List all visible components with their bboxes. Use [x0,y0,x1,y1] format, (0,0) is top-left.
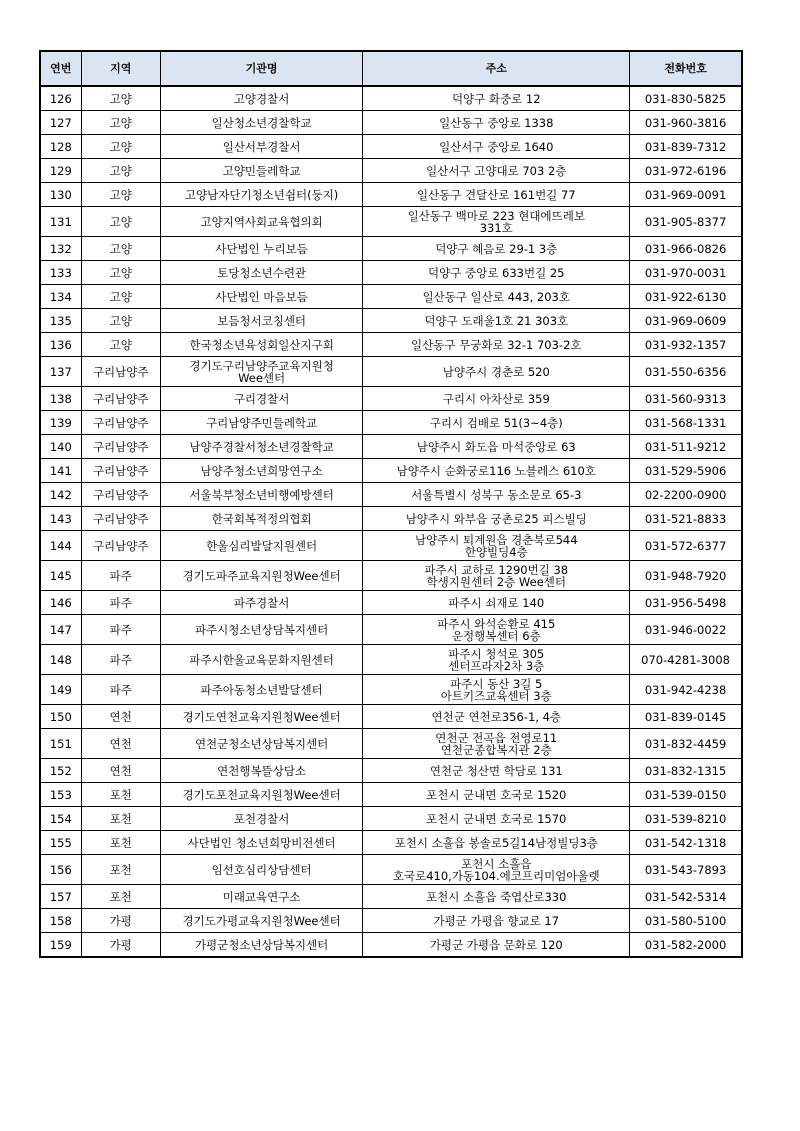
cell-address [363,183,630,207]
cell-region: 구리남양주 [81,411,160,435]
cell-org-line: 보듬청서코칭센터 [217,313,307,328]
institution-table [39,50,743,958]
cell-no: 127 [40,111,81,135]
cell-no: 156 [40,855,81,885]
cell-address-line: 일산동구 무궁화로 32-1 703-2호 [411,337,582,352]
cell-org [160,531,363,561]
cell-phone: 031-839-7312 [630,135,742,159]
cell-address [363,411,630,435]
cell-org-line: 사단법인 마음보듬 [215,289,308,304]
cell-org-line: 파주시한울교육문화지원센터 [189,652,334,667]
cell-org-line: 구리경찰서 [233,391,290,406]
cell-no: 135 [40,309,81,333]
cell-org-line: 경기도구리남양주교육지원청 [189,358,334,373]
header-address: 주소 [363,51,630,86]
cell-address-line: 운정행복센터 6층 [451,628,541,643]
table-row [40,309,742,333]
cell-phone: 031-582-2000 [630,933,742,958]
cell-address [363,561,630,591]
cell-no: 144 [40,531,81,561]
cell-address [363,933,630,958]
cell-address [363,615,630,645]
cell-org-line: 사단법인 누리보듬 [215,241,308,256]
table-row [40,183,742,207]
cell-address-line: 포천시 군내면 호국로 1520 [426,787,567,802]
cell-address-line: 연천군종합복지관 2층 [440,742,552,757]
cell-region: 파주 [81,591,160,615]
cell-org [160,591,363,615]
cell-address [363,135,630,159]
cell-org [160,261,363,285]
cell-no: 147 [40,615,81,645]
cell-org [160,309,363,333]
cell-no: 148 [40,645,81,675]
cell-address-line: 포천시 소흘읍 봉솔로5길14남정빌딩3층 [394,835,598,850]
table-row [40,357,742,387]
cell-address-line: 일산동구 중앙로 1338 [439,115,554,130]
cell-address-line: 일산동구 백마로 223 현대에뜨레보 [407,208,585,223]
cell-address-line: 덕양구 중앙로 633번길 25 [428,265,565,280]
cell-phone: 031-539-0150 [630,783,742,807]
cell-region: 고양 [81,237,160,261]
cell-address-line: 일산동구 견달산로 161번길 77 [416,187,576,202]
cell-no: 126 [40,86,81,111]
cell-org-line: 고양경찰서 [233,91,290,106]
cell-region: 포천 [81,885,160,909]
cell-no: 129 [40,159,81,183]
cell-no: 130 [40,183,81,207]
cell-org [160,885,363,909]
cell-address [363,237,630,261]
cell-org [160,411,363,435]
cell-org [160,645,363,675]
cell-phone: 031-922-6130 [630,285,742,309]
cell-org [160,783,363,807]
cell-no: 132 [40,237,81,261]
cell-region: 연천 [81,729,160,759]
table-row [40,675,742,705]
cell-org [160,615,363,645]
cell-region: 고양 [81,309,160,333]
cell-address-line: 덕양구 화중로 12 [451,91,541,106]
cell-region: 고양 [81,207,160,237]
cell-region: 구리남양주 [81,459,160,483]
cell-address [363,333,630,357]
cell-address-line: 호국로410,가동104.에코프리미엄아울렛 [392,868,600,883]
cell-address-line: 덕양구 혜음로 29-1 3층 [435,241,558,256]
table-row [40,333,742,357]
cell-region: 고양 [81,86,160,111]
cell-org-line: 연천행복뜰상담소 [217,763,307,778]
cell-region: 고양 [81,111,160,135]
cell-org [160,159,363,183]
cell-no: 146 [40,591,81,615]
table-row [40,111,742,135]
cell-region: 연천 [81,705,160,729]
cell-org-line: 포천경찰서 [233,811,290,826]
cell-no: 137 [40,357,81,387]
cell-org-line: 한울심리발달지원센터 [206,538,318,553]
cell-phone: 031-932-1357 [630,333,742,357]
cell-org [160,86,363,111]
cell-address [363,111,630,135]
cell-org [160,909,363,933]
table-row [40,855,742,885]
cell-phone: 031-529-5906 [630,459,742,483]
cell-address-line: 일산서구 중앙로 1640 [439,139,554,154]
cell-no: 133 [40,261,81,285]
cell-org [160,483,363,507]
cell-region: 고양 [81,285,160,309]
cell-org-line: 구리남양주민들레학교 [206,415,318,430]
cell-address [363,507,630,531]
cell-phone: 031-511-9212 [630,435,742,459]
cell-address [363,207,630,237]
cell-region: 파주 [81,615,160,645]
cell-org [160,387,363,411]
cell-org-line: 사단법인 청소년희망비전센터 [187,835,336,850]
cell-address-line: 연천군 연천로356-1, 4층 [431,709,561,724]
cell-org-line: 파주아동청소년발달센터 [200,682,323,697]
table-row [40,705,742,729]
cell-address [363,459,630,483]
table-row [40,507,742,531]
cell-address [363,675,630,705]
cell-org-line: 고양지역사회교육협의회 [200,214,323,229]
cell-phone: 031-966-0826 [630,237,742,261]
cell-address-line: 포천시 군내면 호국로 1570 [426,811,567,826]
cell-region: 고양 [81,261,160,285]
cell-phone: 031-905-8377 [630,207,742,237]
table-row [40,135,742,159]
cell-region: 구리남양주 [81,531,160,561]
cell-org-line: 일산청소년경찰학교 [211,115,312,130]
cell-address [363,387,630,411]
cell-phone: 031-568-1331 [630,411,742,435]
cell-phone: 031-580-5100 [630,909,742,933]
table-row [40,933,742,958]
cell-org-line: 연천군청소년상담복지센터 [194,736,329,751]
cell-address [363,591,630,615]
cell-phone: 031-542-5314 [630,885,742,909]
cell-phone: 031-972-6196 [630,159,742,183]
table-row [40,531,742,561]
table-row [40,591,742,615]
header-no: 연번 [40,51,81,86]
cell-address [363,86,630,111]
cell-address [363,357,630,387]
cell-org [160,435,363,459]
cell-address [363,531,630,561]
cell-org-line: 한국회복적정의협회 [211,511,312,526]
cell-org-line: Wee센터 [238,370,286,385]
cell-region: 고양 [81,183,160,207]
cell-org [160,357,363,387]
cell-org [160,729,363,759]
cell-phone: 031-832-4459 [630,729,742,759]
table-header-row [40,51,742,86]
cell-org [160,675,363,705]
header-region: 지역 [81,51,160,86]
cell-no: 155 [40,831,81,855]
cell-no: 138 [40,387,81,411]
cell-region: 고양 [81,135,160,159]
cell-address [363,483,630,507]
cell-address-line: 파주시 쇠재로 140 [448,595,545,610]
cell-address [363,261,630,285]
cell-org [160,111,363,135]
header-phone: 전화번호 [630,51,742,86]
cell-address-line: 파주시 와석순환로 415 [437,616,556,631]
cell-address-line: 센터프라자2차 3층 [448,658,545,673]
cell-address-line: 남양주시 퇴계원읍 경춘북로544 [414,532,578,547]
cell-region: 구리남양주 [81,435,160,459]
cell-org-line: 경기도포천교육지원청Wee센터 [182,787,341,802]
cell-org-line: 토당청소년수련관 [217,265,307,280]
cell-phone: 031-572-6377 [630,531,742,561]
cell-phone: 031-970-0031 [630,261,742,285]
cell-no: 158 [40,909,81,933]
cell-address-line: 파주시 청석로 305 [448,646,545,661]
cell-address-line: 남양주시 와부읍 궁촌로25 피스빌딩 [405,511,587,526]
cell-org-line: 파주시청소년상담복지센터 [194,622,329,637]
cell-address-line: 연천군 전곡읍 전영로11 [435,730,558,745]
cell-region: 고양 [81,333,160,357]
cell-no: 150 [40,705,81,729]
cell-region: 연천 [81,759,160,783]
cell-org [160,807,363,831]
cell-address-line: 파주시 동산 3길 5 [450,676,543,691]
cell-phone: 031-969-0091 [630,183,742,207]
table-row [40,285,742,309]
cell-address-line: 아트키즈교육센터 3층 [440,688,552,703]
cell-no: 128 [40,135,81,159]
cell-org-line: 고양민들레학교 [222,163,301,178]
cell-org-line: 파주경찰서 [233,595,290,610]
cell-address-line: 남양주시 순화궁로116 노블레스 610호 [396,463,596,478]
cell-address [363,645,630,675]
cell-address [363,729,630,759]
cell-address-line: 한양빌딩4층 [464,544,528,559]
cell-no: 142 [40,483,81,507]
cell-org-line: 서울북부청소년비행예방센터 [189,487,334,502]
cell-address [363,831,630,855]
cell-org [160,237,363,261]
cell-no: 149 [40,675,81,705]
cell-no: 157 [40,885,81,909]
cell-address [363,285,630,309]
cell-address-line: 가평군 가평읍 향교로 17 [433,913,560,928]
cell-address-line: 연천군 청산면 학담로 131 [429,763,563,778]
cell-phone: 031-942-4238 [630,675,742,705]
cell-address [363,909,630,933]
cell-org [160,459,363,483]
cell-org [160,759,363,783]
cell-address-line: 파주시 교하로 1290번길 38 [424,562,569,577]
cell-address [363,783,630,807]
cell-no: 140 [40,435,81,459]
cell-phone: 031-539-8210 [630,807,742,831]
table-row [40,831,742,855]
cell-region: 포천 [81,783,160,807]
cell-address-line: 포천시 소흘읍 죽엽산로330 [426,889,567,904]
cell-region: 파주 [81,675,160,705]
table-row [40,729,742,759]
table-row [40,261,742,285]
cell-region: 포천 [81,807,160,831]
cell-address-line: 구리시 아차산로 359 [442,391,550,406]
cell-region: 구리남양주 [81,507,160,531]
cell-address [363,855,630,885]
cell-org [160,561,363,591]
cell-no: 134 [40,285,81,309]
cell-address [363,435,630,459]
cell-org [160,933,363,958]
cell-address-line: 일산동구 일산로 443, 203호 [422,289,570,304]
cell-phone: 031-948-7920 [630,561,742,591]
cell-no: 153 [40,783,81,807]
cell-phone: 031-946-0022 [630,615,742,645]
cell-phone: 031-969-0609 [630,309,742,333]
table-body [40,86,742,957]
cell-address [363,759,630,783]
cell-phone: 031-542-1318 [630,831,742,855]
cell-no: 143 [40,507,81,531]
cell-phone: 031-521-8833 [630,507,742,531]
cell-address-line: 학생지원센터 2층 Wee센터 [426,574,566,589]
cell-region: 구리남양주 [81,387,160,411]
cell-org-line: 남양주청소년희망연구소 [200,463,323,478]
cell-region: 파주 [81,645,160,675]
cell-no: 131 [40,207,81,237]
cell-address-line: 구리시 검배로 51(3~4층) [429,415,563,430]
cell-no: 152 [40,759,81,783]
cell-org-line: 임선호심리상담센터 [211,862,312,877]
table-row [40,411,742,435]
cell-no: 151 [40,729,81,759]
cell-region: 파주 [81,561,160,591]
cell-phone: 031-832-1315 [630,759,742,783]
cell-address-line: 남양주시 경춘로 520 [442,364,550,379]
cell-address-line: 포천시 소흘읍 [461,856,532,871]
table-row [40,207,742,237]
cell-phone: 031-960-3816 [630,111,742,135]
cell-phone: 031-560-9313 [630,387,742,411]
cell-address-line: 서울특별시 성북구 동소문로 65-3 [411,487,582,502]
cell-address [363,705,630,729]
cell-no: 145 [40,561,81,591]
cell-org [160,135,363,159]
table-row [40,783,742,807]
cell-region: 가평 [81,909,160,933]
table-row [40,237,742,261]
cell-region: 포천 [81,831,160,855]
cell-address [363,159,630,183]
header-org: 기관명 [160,51,363,86]
cell-no: 141 [40,459,81,483]
cell-no: 159 [40,933,81,958]
cell-region: 가평 [81,933,160,958]
table-row [40,615,742,645]
cell-org-line: 고양남자단기청소년쉼터(둥지) [184,187,339,202]
cell-org-line: 일산서부경찰서 [222,139,301,154]
cell-no: 139 [40,411,81,435]
cell-region: 구리남양주 [81,483,160,507]
table-row [40,807,742,831]
table-row [40,759,742,783]
table-row [40,459,742,483]
cell-region: 구리남양주 [81,357,160,387]
table-row [40,435,742,459]
cell-org [160,333,363,357]
cell-org [160,183,363,207]
table-row [40,159,742,183]
cell-no: 154 [40,807,81,831]
cell-org [160,507,363,531]
table-row [40,909,742,933]
cell-no: 136 [40,333,81,357]
cell-phone: 02-2200-0900 [630,483,742,507]
cell-org [160,855,363,885]
cell-address-line: 덕양구 도래울1호 21 303호 [424,313,569,328]
cell-org-line: 남양주경찰서청소년경찰학교 [189,439,334,454]
cell-phone: 031-839-0145 [630,705,742,729]
cell-phone: 031-550-6356 [630,357,742,387]
cell-phone: 031-543-7893 [630,855,742,885]
cell-phone: 031-830-5825 [630,86,742,111]
cell-address [363,807,630,831]
table-row [40,645,742,675]
cell-org-line: 경기도가평교육지원청Wee센터 [182,913,341,928]
cell-org-line: 경기도파주교육지원청Wee센터 [182,568,341,583]
cell-org-line: 가평군청소년상담복지센터 [194,937,329,952]
table-row [40,561,742,591]
cell-phone: 070-4281-3008 [630,645,742,675]
table-row [40,387,742,411]
table-row [40,885,742,909]
cell-region: 포천 [81,855,160,885]
table-row [40,86,742,111]
cell-address-line: 일산서구 고양대로 703 2층 [426,163,567,178]
cell-address [363,309,630,333]
cell-address [363,885,630,909]
cell-phone: 031-956-5498 [630,591,742,615]
cell-org [160,285,363,309]
table-row [40,483,742,507]
cell-org-line: 한국청소년육성회일산지구회 [189,337,334,352]
cell-region: 고양 [81,159,160,183]
cell-address-line: 남양주시 화도읍 마석중앙로 63 [416,439,576,454]
cell-org-line: 경기도연천교육지원청Wee센터 [182,709,341,724]
cell-address-line: 331호 [479,220,513,235]
cell-address-line: 가평군 가평읍 문화로 120 [429,937,563,952]
cell-org [160,705,363,729]
cell-org [160,831,363,855]
cell-org-line: 미래교육연구소 [222,889,301,904]
cell-org [160,207,363,237]
